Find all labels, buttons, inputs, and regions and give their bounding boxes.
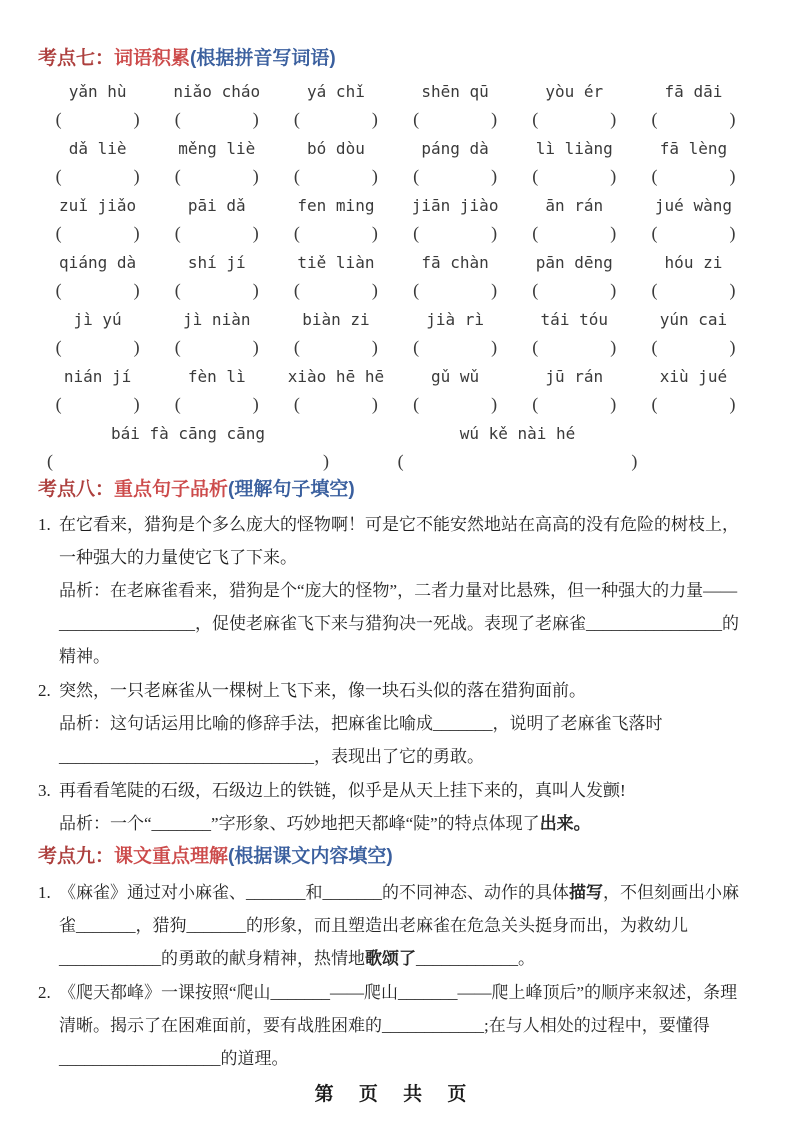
- pinyin-cell: [38, 192, 157, 247]
- answer-parentheses: [651, 220, 735, 247]
- pinyin-word: shēn qū: [421, 81, 489, 101]
- answer-parentheses: [175, 277, 259, 304]
- section-kaodian-eight: [38, 477, 753, 845]
- paren-close: ): [133, 108, 140, 129]
- pinyin-grid: [38, 78, 753, 475]
- paren-open: (: [532, 279, 539, 300]
- pinyin-cell: [38, 363, 157, 418]
- pinyin-word: bái fà cāng cāng: [110, 423, 266, 443]
- section-nine-heading-title: 课文重点理解: [114, 846, 229, 868]
- text-segment: 《麻雀》通过对小麻雀、_______和_______的不同神态、动作的具体: [59, 882, 569, 902]
- pinyin-cell: [396, 363, 515, 418]
- pinyin-cell: [515, 78, 634, 133]
- paren-open: (: [293, 393, 300, 414]
- pinyin-word: jū rán: [545, 366, 604, 386]
- answer-parentheses: [413, 391, 497, 418]
- paren-close: ): [252, 393, 259, 414]
- paren-open: (: [532, 393, 539, 414]
- pinyin-word: jià rì: [426, 309, 484, 329]
- answer-parentheses: [56, 391, 140, 418]
- section-seven-heading-title: 词语积累: [114, 48, 191, 69]
- pinyin-cell: [396, 306, 515, 361]
- answer-parentheses: [56, 220, 140, 247]
- paren-close: ): [729, 165, 736, 186]
- answer-parentheses: [175, 220, 259, 247]
- pinyin-word: qiáng dà: [59, 252, 137, 272]
- quoted-sentence: 再看看笔陡的石级，石级边上的铁链，似乎是从天上挂下来的，真叫人发颤!: [59, 781, 626, 801]
- paren-open: (: [55, 222, 62, 243]
- answer-parentheses: [56, 106, 140, 133]
- section-eight-items: [38, 508, 753, 840]
- pinyin-cell: [634, 363, 753, 418]
- pinyin-word: fā lèng: [659, 138, 728, 158]
- page-footer: 第 页 共 页: [314, 1084, 477, 1105]
- paren-open: (: [651, 336, 658, 357]
- pinyin-word: fen ming: [297, 195, 375, 215]
- paren-open: (: [413, 165, 420, 186]
- pinyin-word: niǎo cháo: [173, 81, 261, 101]
- paren-close: ): [729, 336, 736, 357]
- paren-open: (: [174, 336, 181, 357]
- pinyin-word: bó dòu: [307, 138, 365, 158]
- pinyin-cell: [396, 192, 515, 247]
- paren-close: ): [371, 108, 378, 129]
- pinyin-word: tiě liàn: [297, 252, 375, 272]
- paren-open: (: [413, 336, 420, 357]
- paren-open: (: [413, 222, 420, 243]
- paren-close: ): [729, 279, 736, 300]
- pinyin-cell: [157, 249, 276, 304]
- paren-open: (: [293, 165, 300, 186]
- paren-close: ): [491, 165, 498, 186]
- section-nine-heading-prefix: 考点九：: [38, 846, 115, 868]
- answer-parentheses: [413, 277, 497, 304]
- answer-parentheses: [651, 277, 735, 304]
- pinyin-cell-wide: [390, 420, 645, 475]
- paren-close: ): [491, 336, 498, 357]
- paren-open: (: [174, 393, 181, 414]
- paren-open: (: [413, 108, 420, 129]
- pinyin-word: yún cai: [659, 309, 728, 329]
- text-segment: 品析：这句话运用比喻的修辞手法，把麻雀比喻成_______，说明了老麻雀飞落时______________________________，表现出了它的勇敢。: [59, 714, 663, 767]
- fill-blank-item: [38, 876, 753, 975]
- paren-close: ): [491, 279, 498, 300]
- text-segment: 品析：在老麻雀看来，猎狗是个“庞大的怪物”，二者力量对比悬殊，但一种强大的力量——________________，促使老麻雀飞下来与猎狗决一死战。表现了老麻雀________________的精神。: [59, 581, 739, 667]
- section-nine-heading-note: (根据课文内容填空): [228, 846, 393, 868]
- paren-close: ): [133, 165, 140, 186]
- paren-open: (: [532, 108, 539, 129]
- pinyin-cell: [515, 363, 634, 418]
- pinyin-word: yǎn hù: [68, 81, 127, 101]
- pinyin-row: [38, 249, 753, 304]
- section-eight-heading-note: (理解句子填空): [228, 478, 355, 500]
- pinyin-cell: [634, 135, 753, 190]
- paren-open: (: [174, 279, 181, 300]
- bold-text-segment: 描写: [569, 882, 603, 902]
- answer-parentheses: [294, 277, 378, 304]
- paren-close: ): [133, 222, 140, 243]
- pinyin-word: jì niàn: [183, 309, 251, 329]
- answer-parentheses: [175, 334, 259, 361]
- paren-open: (: [651, 165, 658, 186]
- pinyin-word: jì yú: [73, 309, 122, 329]
- paren-close: ): [729, 222, 736, 243]
- answer-parentheses: [532, 391, 616, 418]
- section-eight-heading-title: 重点句子品析: [114, 478, 229, 500]
- fill-blank-text: [59, 976, 753, 1075]
- pinyin-word: tái tóu: [540, 309, 608, 329]
- paren-close: ): [252, 222, 259, 243]
- pinyin-row-wide: [38, 420, 753, 475]
- pinyin-word: páng dà: [421, 138, 489, 158]
- paren-open: (: [174, 108, 181, 129]
- paren-open: (: [55, 165, 62, 186]
- item-number: 1.: [38, 882, 51, 902]
- paren-close: ): [371, 393, 378, 414]
- analysis-text: [59, 707, 753, 773]
- item-number: 1.: [38, 515, 51, 535]
- pinyin-cell: [634, 192, 753, 247]
- text-segment: ，不但刻画出小麻雀_______，猎狗_______的形象，而且塑造出老麻雀在危急关头挺身而出，为救幼儿____________的勇敢的献身精神，热情地: [59, 882, 739, 968]
- pinyin-word: fā chàn: [421, 252, 489, 272]
- pinyin-row: [38, 363, 753, 418]
- pinyin-word: lì liàng: [535, 138, 613, 158]
- pinyin-cell-wide: [38, 420, 338, 475]
- pinyin-word: gǔ wǔ: [431, 366, 480, 386]
- pinyin-word: biàn zi: [302, 309, 370, 329]
- fill-blank-item: [38, 976, 753, 1075]
- paren-open: (: [47, 450, 53, 471]
- paren-close: ): [252, 108, 259, 129]
- pinyin-cell: [515, 192, 634, 247]
- paren-close: ): [371, 336, 378, 357]
- analysis-text: [59, 574, 753, 673]
- answer-parentheses: [294, 163, 378, 190]
- section-eight-heading: [38, 477, 753, 503]
- answer-parentheses: [294, 106, 378, 133]
- pinyin-cell: [157, 78, 276, 133]
- paren-close: ): [610, 279, 617, 300]
- paren-close: ): [371, 279, 378, 300]
- paren-open: (: [532, 222, 539, 243]
- paren-close: ): [491, 393, 498, 414]
- paren-open: (: [413, 279, 420, 300]
- pinyin-cell: [396, 249, 515, 304]
- section-kaodian-nine: [38, 844, 753, 1079]
- paren-close: ): [371, 222, 378, 243]
- paren-open: (: [397, 450, 404, 471]
- answer-parentheses: [532, 106, 616, 133]
- answer-parentheses: [47, 448, 329, 475]
- paren-open: (: [651, 279, 658, 300]
- answer-parentheses: [532, 334, 616, 361]
- bold-text-segment: 歌颂了: [365, 948, 416, 968]
- pinyin-word: yá chǐ: [307, 81, 365, 101]
- answer-parentheses: [294, 334, 378, 361]
- paren-close: ): [252, 336, 259, 357]
- answer-parentheses: [413, 106, 497, 133]
- section-seven-heading: [38, 46, 753, 72]
- sentence-analysis-item: [38, 774, 753, 840]
- fill-blank-text: [59, 876, 753, 975]
- paren-close: ): [610, 393, 617, 414]
- pinyin-cell: [634, 306, 753, 361]
- pinyin-cell: [157, 306, 276, 361]
- sentence-analysis-item: [38, 674, 753, 773]
- answer-parentheses: [294, 220, 378, 247]
- pinyin-word: xiào hē hē: [287, 366, 385, 386]
- item-number: 2.: [38, 982, 51, 1002]
- pinyin-cell: [515, 135, 634, 190]
- answer-parentheses: [532, 220, 616, 247]
- section-seven-heading-prefix: 考点七：: [38, 48, 115, 69]
- pinyin-cell: [276, 135, 395, 190]
- answer-parentheses: [56, 277, 140, 304]
- paren-close: ): [631, 450, 638, 471]
- paren-close: ): [729, 108, 736, 129]
- pinyin-cell: [276, 249, 395, 304]
- paren-close: ): [252, 279, 259, 300]
- pinyin-row: [38, 306, 753, 361]
- pinyin-cell: [396, 78, 515, 133]
- pinyin-word: shí jí: [187, 252, 246, 272]
- pinyin-cell: [634, 78, 753, 133]
- pinyin-word: hóu zi: [664, 252, 723, 272]
- paren-close: ): [252, 165, 259, 186]
- pinyin-cell: [634, 249, 753, 304]
- pinyin-cell: [38, 135, 157, 190]
- paren-open: (: [174, 165, 181, 186]
- pinyin-cell: [157, 363, 276, 418]
- paren-open: (: [293, 336, 300, 357]
- paren-close: ): [491, 108, 498, 129]
- paren-close: ): [729, 393, 736, 414]
- pinyin-cell: [38, 249, 157, 304]
- text-segment: ____________。: [416, 948, 535, 968]
- answer-parentheses: [413, 163, 497, 190]
- pinyin-word: nián jí: [63, 366, 132, 386]
- analysis-text: [59, 807, 753, 840]
- answer-parentheses: [651, 391, 735, 418]
- pinyin-cell: [38, 78, 157, 133]
- paren-close: ): [323, 450, 329, 471]
- paren-open: (: [55, 336, 62, 357]
- answer-parentheses: [413, 220, 497, 247]
- pinyin-word: pān dēng: [535, 252, 613, 272]
- answer-parentheses: [294, 391, 378, 418]
- pinyin-word: yòu ér: [545, 81, 604, 101]
- pinyin-word: fā dāi: [664, 81, 723, 101]
- pinyin-row: [38, 78, 753, 133]
- paren-open: (: [55, 108, 62, 129]
- item-number: 2.: [38, 681, 51, 701]
- paren-open: (: [651, 108, 658, 129]
- section-nine-items: [38, 876, 753, 1075]
- section-kaodian-seven: [38, 46, 753, 477]
- pinyin-word: fèn lì: [187, 366, 246, 386]
- answer-parentheses: [651, 334, 735, 361]
- pinyin-word: jiān jiào: [411, 195, 499, 215]
- answer-parentheses: [175, 106, 259, 133]
- pinyin-cell: [515, 306, 634, 361]
- pinyin-cell: [515, 249, 634, 304]
- paren-open: (: [651, 393, 658, 414]
- paren-close: ): [133, 393, 140, 414]
- item-number: 3.: [38, 781, 51, 801]
- answer-parentheses: [398, 448, 638, 475]
- pinyin-cell: [276, 306, 395, 361]
- pinyin-cell: [157, 135, 276, 190]
- pinyin-row: [38, 135, 753, 190]
- answer-parentheses: [651, 163, 735, 190]
- paren-open: (: [651, 222, 658, 243]
- pinyin-cell: [276, 363, 395, 418]
- pinyin-word: pāi dǎ: [187, 195, 246, 215]
- paren-open: (: [532, 336, 539, 357]
- answer-parentheses: [532, 277, 616, 304]
- paren-open: (: [55, 279, 62, 300]
- paren-close: ): [610, 108, 617, 129]
- paren-open: (: [174, 222, 181, 243]
- quoted-sentence: 在它看来，猎狗是个多么庞大的怪物啊！可是它不能安然地站在高高的没有危险的树枝上，一种强大的力量使它飞了下来。: [59, 515, 739, 568]
- pinyin-word: ān rán: [545, 195, 604, 215]
- quoted-sentence: 突然，一只老麻雀从一棵树上飞下来，像一块石头似的落在猎狗面前。: [59, 681, 586, 701]
- pinyin-cell: [38, 306, 157, 361]
- paren-open: (: [293, 222, 300, 243]
- section-seven-heading-note: (根据拼音写词语): [190, 48, 336, 69]
- pinyin-cell: [396, 135, 515, 190]
- answer-parentheses: [532, 163, 616, 190]
- paren-close: ): [610, 165, 617, 186]
- paren-close: ): [371, 165, 378, 186]
- pinyin-word: měng liè: [178, 138, 256, 158]
- bold-text-segment: 出来。: [539, 814, 591, 834]
- paren-close: ): [133, 336, 140, 357]
- paren-close: ): [610, 222, 617, 243]
- answer-parentheses: [56, 334, 140, 361]
- paren-open: (: [532, 165, 539, 186]
- pinyin-row: [38, 192, 753, 247]
- pinyin-cell: [157, 192, 276, 247]
- pinyin-word: xiù jué: [659, 366, 728, 386]
- paren-close: ): [491, 222, 498, 243]
- paren-open: (: [55, 393, 62, 414]
- pinyin-word: jué wàng: [654, 195, 732, 215]
- paren-open: (: [293, 279, 300, 300]
- pinyin-word: wú kě nài hé: [459, 423, 576, 443]
- pinyin-word: dǎ liè: [68, 138, 127, 158]
- answer-parentheses: [175, 391, 259, 418]
- pinyin-cell: [276, 78, 395, 133]
- text-segment: 品析：一个“_______”字形象、巧妙地把天都峰“陡”的特点体现了: [59, 814, 540, 834]
- section-nine-heading: [38, 844, 753, 870]
- paren-open: (: [413, 393, 420, 414]
- section-eight-heading-prefix: 考点八：: [38, 478, 115, 500]
- answer-parentheses: [56, 163, 140, 190]
- answer-parentheses: [413, 334, 497, 361]
- answer-parentheses: [651, 106, 735, 133]
- paren-open: (: [293, 108, 300, 129]
- paren-close: ): [133, 279, 140, 300]
- sentence-analysis-item: [38, 508, 753, 673]
- paren-close: ): [610, 336, 617, 357]
- pinyin-cell: [276, 192, 395, 247]
- text-segment: 《爬天都峰》一课按照“爬山_______——爬山_______——爬上峰顶后”的顺序来叙述，条理清晰。揭示了在困难面前，要有战胜困难的____________;在与人相处的过程中，要懂得___________________的道理。: [59, 982, 738, 1068]
- answer-parentheses: [175, 163, 259, 190]
- pinyin-word: zuǐ jiǎo: [59, 195, 137, 215]
